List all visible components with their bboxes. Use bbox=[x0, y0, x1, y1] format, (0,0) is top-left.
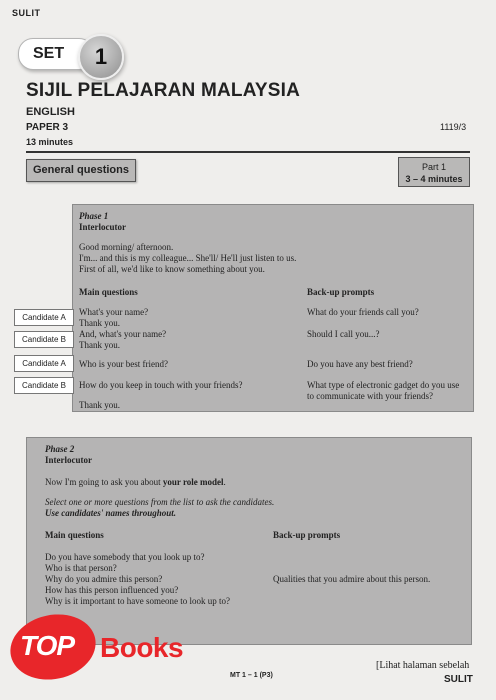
phase2-panel bbox=[26, 437, 472, 645]
phase1-intro-line: First of all, we'd like to know something about you. bbox=[79, 264, 265, 274]
phase2-question: Why do you admire this person? bbox=[45, 574, 163, 584]
header-divider bbox=[26, 151, 470, 153]
phase2-interlocutor: Interlocutor bbox=[45, 455, 92, 465]
candidate-a-label: Candidate A bbox=[14, 355, 74, 372]
phase2-intro bbox=[45, 477, 226, 488]
phase2-backup-heading: Back-up prompts bbox=[273, 530, 341, 540]
phase1-question: Thank you. bbox=[79, 318, 120, 328]
phase2-title: Phase 2 bbox=[45, 444, 75, 454]
phase2-instruction-bold: Use candidates' names throughout. bbox=[45, 508, 177, 518]
phase2-question: Who is that person? bbox=[45, 563, 117, 573]
phase1-interlocutor: Interlocutor bbox=[79, 222, 126, 232]
phase2-intro-suffix: . bbox=[223, 477, 226, 487]
phase2-intro-prefix: Now I'm going to ask you about bbox=[45, 477, 163, 487]
candidate-a-label: Candidate A bbox=[14, 309, 74, 326]
phase1-question: Thank you. bbox=[79, 340, 120, 350]
paper-code: 1119/3 bbox=[440, 122, 467, 132]
phase1-intro-line: Good morning/ afternoon. bbox=[79, 242, 174, 252]
set-number-badge: 1 bbox=[78, 34, 124, 80]
candidate-b-label: Candidate B bbox=[14, 331, 74, 348]
paper-label: PAPER 3 bbox=[26, 122, 69, 133]
topbooks-logo-books: Books bbox=[100, 632, 184, 663]
footer-sulit: SULIT bbox=[444, 674, 473, 685]
phase1-question: And, what's your name? bbox=[79, 329, 167, 339]
part-time: 3 – 4 minutes bbox=[405, 174, 463, 184]
phase1-main-heading: Main questions bbox=[79, 287, 138, 297]
part-badge bbox=[398, 157, 470, 187]
phase2-intro-topic: your role model bbox=[162, 477, 224, 487]
phase2-question: How has this person influenced you? bbox=[45, 585, 179, 595]
phase2-backup: Qualities that you admire about this person. bbox=[273, 574, 431, 584]
topbooks-logo-top: TOP bbox=[20, 630, 75, 661]
phase1-panel bbox=[72, 204, 474, 412]
phase1-backup: Should I call you...? bbox=[307, 329, 380, 339]
set-badge: SET bbox=[18, 38, 94, 70]
part-label: Part 1 bbox=[421, 162, 446, 172]
phase1-title: Phase 1 bbox=[79, 211, 109, 221]
page-title: SIJIL PELAJARAN MALAYSIA bbox=[26, 80, 301, 101]
phase2-question: Why is it important to have someone to look up to? bbox=[45, 596, 230, 606]
phase1-intro-line: I'm... and this is my colleague... She'll/ He'll just listen to us. bbox=[79, 253, 297, 263]
phase2-instruction: Select one or more questions from the list to ask the candidates. bbox=[45, 497, 275, 507]
duration-label: 13 minutes bbox=[26, 137, 74, 147]
phase1-question: What's your name? bbox=[79, 307, 149, 317]
footer-page-code: MT 1 – 1 (P3) bbox=[230, 672, 273, 679]
sulit-header-label: SULIT bbox=[12, 8, 41, 18]
subject-label: ENGLISH bbox=[26, 106, 75, 118]
phase2-question: Do you have somebody that you look up to? bbox=[45, 552, 205, 562]
footer-next-page: [Lihat halaman sebelah bbox=[376, 660, 470, 671]
general-questions-heading: General questions bbox=[26, 159, 136, 182]
phase1-backup-heading: Back-up prompts bbox=[307, 287, 375, 297]
phase1-question: Who is your best friend? bbox=[79, 359, 168, 369]
candidate-b-label: Candidate B bbox=[14, 377, 74, 394]
phase2-main-heading: Main questions bbox=[45, 530, 104, 540]
phase1-question: How do you keep in touch with your friends? bbox=[79, 380, 243, 390]
phase1-backup: What type of electronic gadget do you use to communicate with your friends? bbox=[307, 380, 460, 401]
phase1-backup: What do your friends call you? bbox=[307, 307, 419, 317]
phase1-closing: Thank you. bbox=[79, 400, 120, 410]
phase1-backup: Do you have any best friend? bbox=[307, 359, 413, 369]
